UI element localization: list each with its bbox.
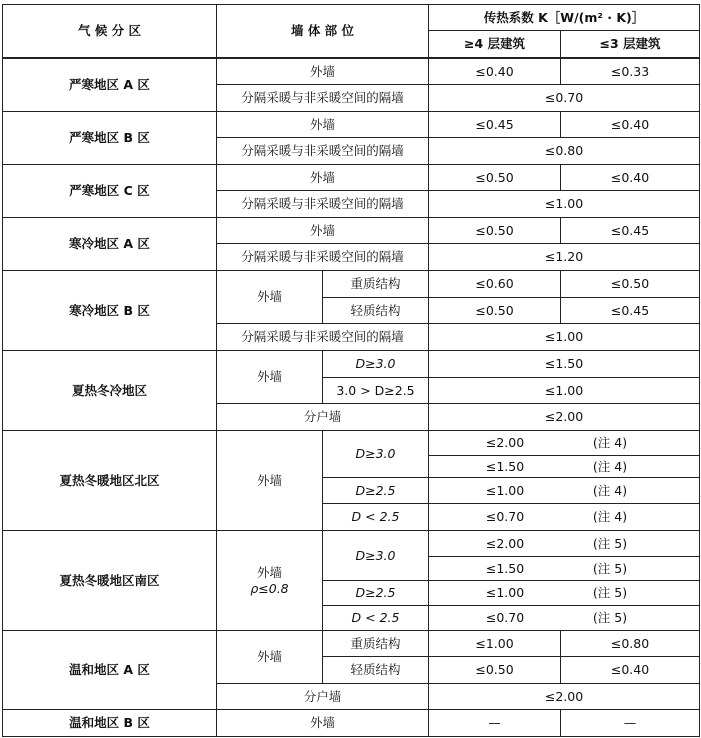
region-label: 温和地区 A 区 [69,662,150,678]
grid-line [428,455,700,456]
region-label: 严寒地区 B 区 [69,130,150,146]
note-cell: (注 5) [592,560,628,576]
k-value-cell: ≤2.00 [544,409,584,425]
wall-part-label: 外墙 [256,649,282,665]
header-k-value: 传热系数 K［W/(m² · K)］ [483,9,645,25]
d-condition-label: 3.0 > D≥2.5 [336,382,415,398]
region-label: 夏热冬冷地区 [71,382,147,398]
note-cell: (注 5) [592,585,628,601]
structure-label: 轻质结构 [350,662,401,678]
d-condition-label: D < 2.5 [351,509,400,525]
note-cell: (注 5) [592,535,628,551]
wall-part-label: 分隔采暖与非采暖空间的隔墙 [241,249,404,265]
k-value-cell: ≤0.70 [485,610,525,626]
region-label: 温和地区 B 区 [69,715,150,731]
k-value-cell: ≤1.00 [475,635,514,651]
k-value-cell: ≤0.70 [485,509,525,525]
k-value-cell: ≤0.70 [544,90,584,106]
k-value-cell: ≤0.40 [610,662,650,678]
wall-part-label: 外墙 [309,715,335,731]
k-value-cell: — [623,715,637,731]
grid-line [428,556,700,557]
d-condition-label: D≥3.0 [355,446,396,462]
rho-condition: ρ≤0.8 [250,580,289,596]
header-ge4-floors: ≥4 层建筑 [463,36,526,52]
k-value-cell: ≤0.80 [610,635,650,651]
wall-part-label: 外墙 [309,63,335,79]
d-condition-label: D≥3.0 [355,356,396,372]
k-value-cell: ≤0.50 [475,302,514,318]
k-value-cell: ≤1.00 [544,382,584,398]
wall-part-label: 外墙 [309,169,335,185]
k-value-cell: ≤0.40 [475,63,514,79]
header-wall-part: 墙 体 部 位 [290,23,355,39]
k-value-cell: ≤1.00 [485,585,525,601]
structure-label: 重质结构 [350,635,401,651]
k-value-cell: ≤1.00 [544,329,584,345]
region-label: 严寒地区 C 区 [69,183,150,199]
header-le3-floors: ≤3 层建筑 [599,36,661,52]
wall-part-label [217,531,322,630]
region-label: 寒冷地区 B 区 [69,302,150,318]
structure-label: 重质结构 [350,276,401,292]
region-label: 寒冷地区 A 区 [69,236,150,252]
k-value-cell: ≤0.33 [610,63,650,79]
wall-part-label: 外墙 [256,472,282,488]
wall-part-label: 分户墙 [303,688,342,704]
k-value-cell: ≤2.00 [544,688,584,704]
k-value-cell: ≤1.50 [544,356,584,372]
wall-part-label: 分隔采暖与非采暖空间的隔墙 [241,90,404,106]
region-label: 夏热冬暖地区北区 [59,472,160,488]
k-value-cell: ≤0.45 [610,222,650,238]
note-cell: (注 4) [592,509,628,525]
k-value-cell: ≤0.45 [610,302,650,318]
k-value-cell: ≤1.50 [485,560,525,576]
wall-part-label: 分隔采暖与非采暖空间的隔墙 [241,196,404,212]
note-cell: (注 5) [592,610,628,626]
k-value-cell: ≤0.60 [475,276,514,292]
wall-part-label: 分隔采暖与非采暖空间的隔墙 [241,329,404,345]
wall-part-line: 外墙 [256,564,282,580]
wall-part-label: 外墙 [309,222,335,238]
k-value-cell: — [488,715,501,731]
d-condition-label: D≥2.5 [355,482,396,498]
k-value-cell: ≤2.00 [485,435,525,451]
k-value-cell: ≤0.45 [475,116,514,132]
grid-line [699,4,700,737]
wall-part-label: 分户墙 [303,409,342,425]
region-label: 夏热冬暖地区南区 [59,572,160,588]
k-value-cell: ≤1.00 [485,482,525,498]
note-cell: (注 4) [592,435,628,451]
k-value-cell: ≤2.00 [485,535,525,551]
k-value-cell: ≤0.50 [610,276,650,292]
wall-part-label: 外墙 [256,289,282,305]
k-value-cell: ≤0.50 [475,662,514,678]
k-value-cell: ≤1.20 [544,249,584,265]
d-condition-label: D≥3.0 [355,547,396,563]
k-value-cell: ≤0.40 [610,116,650,132]
region-label: 严寒地区 A 区 [69,77,150,93]
note-cell: (注 4) [592,482,628,498]
k-value-cell: ≤0.50 [475,169,514,185]
grid-line [2,736,700,737]
wall-part-label: 外墙 [256,369,282,385]
note-cell: (注 4) [592,458,628,474]
structure-label: 轻质结构 [350,302,401,318]
k-value-cell: ≤1.50 [485,458,525,474]
d-condition-label: D < 2.5 [351,610,400,626]
k-value-cell: ≤0.50 [475,222,514,238]
wall-part-label: 分隔采暖与非采暖空间的隔墙 [241,143,404,159]
header-climate-zone: 气 候 分 区 [77,23,142,39]
k-value-cell: ≤0.80 [544,143,584,159]
d-condition-label: D≥2.5 [355,585,396,601]
k-value-cell: ≤0.40 [610,169,650,185]
k-value-cell: ≤1.00 [544,196,584,212]
wall-part-label: 外墙 [309,116,335,132]
